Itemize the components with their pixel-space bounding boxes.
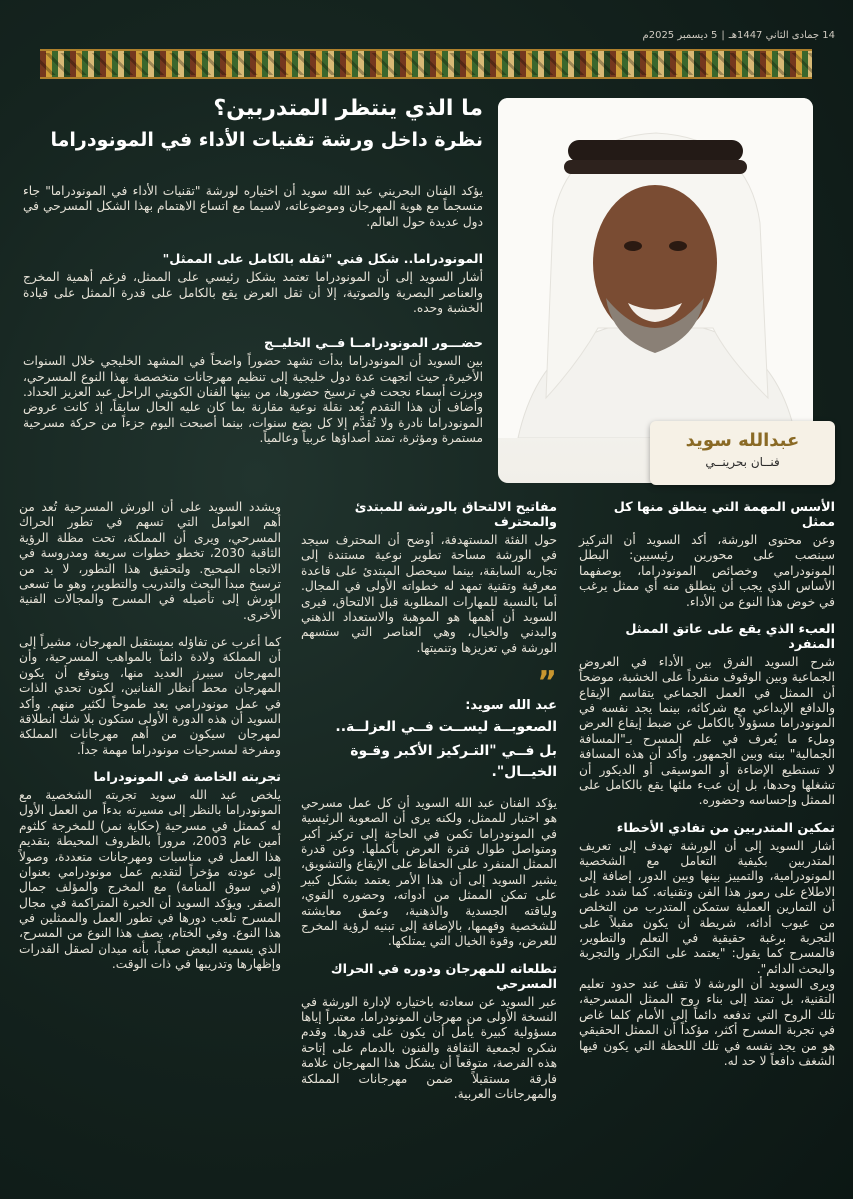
article-subtitle: نظرة داخل ورشة تقنيات الأداء في المونودراما [50, 129, 483, 151]
intro-section [23, 184, 483, 447]
section-heading: حضـــور المونودرامــا فــي الخليــج [263, 336, 483, 352]
pull-quote [301, 665, 557, 782]
date-gregorian: 5 ديسمبر 2025م [642, 30, 718, 41]
section-paragraph: يلخص عبد الله سويد تجربته الشخصية مع المونودراما بالنظر إلى مسيرته بدءاً من العمل الأول له كممثل في مسرحية (حكاية نمر) للمخرجة كلثوم أمين عام 2003، مروراً بالظروف المحيطة بتقديم هذا العمل في مناسبات ومهرجانات متعددة، وصولاً إلى عودته مؤخراً لتقديم عمل مونودرامي بعنوان (في سوق المنامة) مع المخرج والمؤلف جمال الصقر. ويؤكد السويد أن الخبرة المتراكمة في مجال المسرح تلعب دورها في تطور العمل والممثلين في هذا النوع. وفي الختام، يصف هذا النوع من المسرح، الذي يسميه البعض صعباً، بأنه ميدان لصقل القدرات وإظهارها وتدريبها في ذات الوقت. [19, 788, 281, 972]
section-heading: تطلعاته للمهرجان ودوره في الحراك المسرحي [330, 961, 557, 992]
section-paragraph: ويشدد السويد على أن الورش المسرحية تُعد من أهم العوامل التي تسهم في تطور الحراك المسرحي، ويرى أن المملكة، تحت مظلة الرؤية الثاقبة 2030، تخطو خطوات سريعة ومدروسة في الاتجاه الصحيح. ولتحقيق هذا التطور، لا بد من ترسيخ مبدأ البحث والتدريب والتطوير، وهو ما تسعى الورش إلى تأصيله في المسرح والمجالات الفنية الأخرى. [19, 500, 281, 622]
quote-icon: ” [537, 665, 557, 700]
section-paragraph: حول الفئة المستهدفة، أوضح أن المحترف سيجد في الورشة مساحة تطوير نوعية مستندة إلى تجاربه السابقة، بينما سيحصل المبتدئ على قاعدة معرفية وتقنية تمهد له خطواته الأولى في المجال. أما بالنسبة للمهارات المطلوبة قبل الالتحاق، فيرى السويد أن أهمها هو الموهبة والاستعداد الذهني والبدني والخيال، وهي العناصر التي ستسهم الورشة في تعزيزها وتنميتها. [301, 533, 557, 655]
quote-author: عبد الله سويد: [465, 698, 557, 713]
section-paragraph: كما أعرب عن تفاؤله بمستقبل المهرجان، مشيراً إلى أن المملكة ولادة دائماً بالمواهب المسرحية، وأن المهرجان سيبرز العديد منها، ويتوقع أن يكون المهرجان محط أنظار الفنانين، لكون تحدي الذات في عمل مونودرامي يعد طموحاً لكثير منهم. وأكد السويد أن هذه الدورة الأولى ستكون بلا شك انطلاقة لمهرجان سيكون من أهم مهرجانات المملكة ومفرخة لمسرحيات مونودراما مهمة جداً. [19, 635, 281, 757]
portrait-photo [498, 98, 813, 438]
section-heading: الأسس المهمة التي ينطلق منها كل ممثل [613, 500, 835, 530]
person-name: عبدالله سويد [685, 430, 800, 451]
date-strip [643, 30, 835, 41]
section-paragraph: عبر السويد عن سعادته باختياره لإدارة الورشة في النسخة الأولى من مهرجان المونودراما، معتبراً إياها مسؤولية كبيرة يأمل أن يكون على قدرها. وقدم شكره لجمعية الثقافة والفنون بالدمام على إتاحة هذه الفرصة، متوقعاً أن يشكل هذا المهرجان علامة فارقة مستقبلاً ضمن مهرجانات المملكة والمهرجانات العربية. [301, 994, 557, 1101]
section-paragraph: أشار السويد إلى أن الورشة تهدف إلى تعريف المتدربين بكيفية التعامل مع الشخصية المونودرامية، والتمييز بينها وبين الدور، إضافة إلى الاطلاع على رموز هذا الفن وتقنياته. كما شدد على أن التمارين العملية ستمكن المتدرب من التخلص من عيوب أدائه، شريطة أن يكون مقبلاً على التجربة برغبة حقيقية في التعلم والتطوير، فالمسرح كما يقول: "يعتمد على التكرار والتجربة والبحث الدائم". [579, 838, 835, 976]
section-paragraph: بين السويد أن المونودراما بدأت تشهد حضوراً واضحاً في المشهد الخليجي خلال السنوات الأخيرة، حيث اتجهت عدة دول خليجية إلى تنظيم مهرجانات متخصصة بهذا النوع المسرحي، وبرزت أسماء نجحت في ترسيخ حضورها، من بينها الفنان الكويتي الراحل عبد العزيز الحداد. وأضاف أن هذا التقدم يُعد نقلة نوعية مقارنة بما كان عليه الحال سابقاً، إذ كانت عروض المونودراما نادرة ولا تُقدَّم إلا كل بضع سنوات، بينما أصبحت اليوم جزءاً من حركة مسرحية مستمرة ومؤثرة، تمتد أصداؤها عربياً وعالمياً. [23, 354, 483, 446]
article-headline [23, 96, 483, 151]
middle-column [301, 500, 557, 1102]
quote-line: الصعوبــة ليســت فــي العزلــة.. [335, 719, 557, 735]
left-column [19, 500, 281, 973]
section-heading: تمكين المتدربين من تفادي الأخطاء [616, 820, 835, 836]
section-heading: المونودراما.. شكل فني "ثقله بالكامل على الممثل" [162, 252, 483, 268]
section-heading: العبء الذي يقع على عاتق الممثل المنفرد [625, 621, 835, 652]
right-column [579, 500, 835, 1069]
section-paragraph: شرح السويد الفرق بين الأداء في العروض الجماعية وبين الوقوف منفرداً على الخشبة، موضحاً أن الممثل في العمل الجماعي يتقاسم الإيقاع والدافع الإبداعي مع شركائه، بينما يجد نفسه في المونودراما مسؤولاً بالكامل عن ضبط إيقاع العرض وملء ما يُعرف في علم المسرح بـ"المسافة الجمالية" بينه وبين الجمهور. وأكد أن هذه المسافة لا تستطيع الإضاءة أو الموسيقى أو الديكور أن تشغلها وحدها، بل إن عبء ملئها يقع بالكامل على الممثل وإحساسه وحضوره. [579, 654, 835, 808]
section-paragraph: يؤكد الفنان عبد الله السويد أن كل عمل مسرحي هو اختبار للممثل، ولكنه يرى أن الصعوبة الرئيسية في المونودراما تكمن في الحاجة إلى تركيز أكبر ومتواصل طوال فترة العرض بأكملها. وعن قدرة الممثل المنفرد على الحفاظ على الإيقاع والتشويق، يشير السويد إلى أن هذا الأمر يعتمد بشكل كبير على تمكن الممثل من أدواته، وحضوره القوي، ولياقته الجسدية والذهنية، وعمق معايشته للشخصية وفهمها، بالإضافة إلى تبنيه لرؤية المخرج للعرض، وقوة الخيال التي يمتلكها. [301, 795, 557, 949]
decorative-band-overlay [40, 53, 812, 75]
date-hijri: 14 جمادى الثاني 1447هـ [728, 30, 835, 41]
section-paragraph: ويرى السويد أن الورشة لا تقف عند حدود تعليم التقنية، بل تمتد إلى بناء روح الممثل المسرحية، تلك الروح التي تدفعه دائماً إلى الأمام كلما غاص في تجربة المسرح أكثر، مؤكداً أن الممثل الحقيقي هو من يجد نفسه في تلك اللحظة التي يكون فيها الشغف دافعاً لا حد له. [579, 977, 835, 1068]
section-paragraph: أشار السويد إلى أن المونودراما تعتمد بشكل رئيسي على الممثل، فرغم أهمية المخرج والعناصر البصرية والصوتية، إلا أن ثقل العرض يقع بالكامل على قدرة الممثل على قيادة الخشبة وحده. [23, 270, 483, 315]
section-heading: مفاتيح الالتحاق بالورشة للمبتدئ والمحترف [354, 500, 557, 530]
quote-line: بل فــي "التـركيز الأكبر وقـوة الخيــال". [350, 743, 557, 780]
section-paragraph: وعن محتوى الورشة، أكد السويد أن التركيز سينصب على محورين رئيسيين: البطل المونودرامي وخصائص المونودراما، بوصفهما الأساس الذي يجب أن ينطلق منه أي ممثل يرغب في خوض هذا النوع من الأداء. [579, 533, 835, 609]
intro-paragraph: يؤكد الفنان البحريني عبد الله سويد أن اختياره لورشة "تقنيات الأداء في المونودراما" جاء منسجماً مع هوية المهرجان وموضوعاته، لاسيما مع اتساع الاهتمام بهذا الشكل المسرحي في دول عديدة حول العالم. [23, 184, 483, 229]
section-heading: تجربته الخاصة في المونودراما [93, 770, 281, 785]
article-title: ما الذي ينتظر المتدربين؟ [213, 96, 483, 121]
date-separator: | [721, 30, 725, 41]
person-role: فنــان بحرينــي [705, 455, 780, 469]
name-plate [650, 421, 835, 485]
